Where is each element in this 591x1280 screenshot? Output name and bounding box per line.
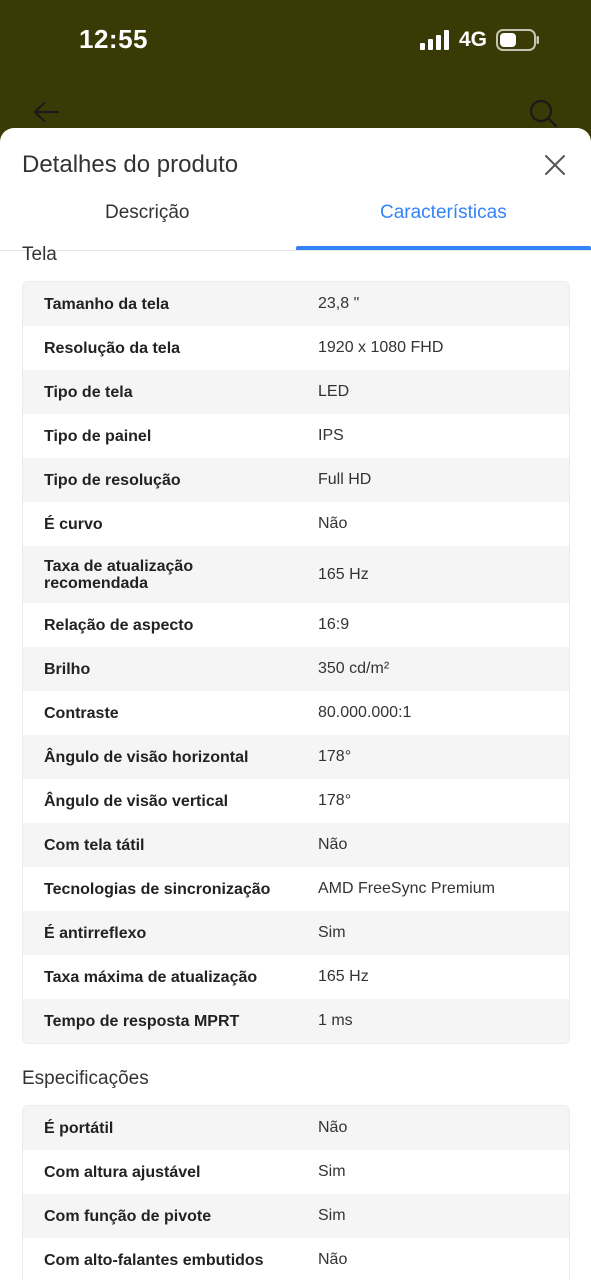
spec-key: Com tela tátil (44, 836, 145, 854)
spec-value: Full HD (318, 471, 372, 488)
table-row (23, 999, 569, 1043)
spec-key: Com alto-falantes embutidos (44, 1251, 264, 1269)
table-row (23, 1106, 569, 1150)
spec-value: AMD FreeSync Premium (318, 880, 495, 897)
product-details-sheet (0, 128, 591, 1280)
app-header (0, 80, 591, 130)
spec-value: IPS (318, 427, 344, 444)
table-row (23, 546, 569, 603)
spec-key: Ângulo de visão vertical (44, 792, 229, 810)
spec-value: 165 Hz (318, 968, 369, 985)
spec-key: Tecnologias de sincronização (44, 880, 271, 898)
spec-value: 178° (318, 792, 352, 809)
spec-value: 1 ms (318, 1012, 353, 1029)
battery-icon (496, 29, 540, 51)
spec-key: Com função de pivote (44, 1207, 212, 1225)
spec-value: 80.000.000:1 (318, 704, 412, 721)
spec-table-tela (22, 281, 570, 1044)
table-row (23, 458, 569, 502)
spec-key: Tipo de painel (44, 427, 152, 445)
spec-value: Não (318, 1119, 348, 1136)
spec-key: Tipo de resolução (44, 471, 181, 489)
spec-table-especificacoes (22, 1105, 570, 1280)
table-row (23, 1150, 569, 1194)
table-row (23, 414, 569, 458)
spec-value: Sim (318, 1207, 346, 1224)
active-tab-indicator (296, 246, 591, 250)
back-arrow-icon[interactable] (32, 98, 60, 126)
spec-value: 350 cd/m² (318, 660, 390, 677)
status-bar (0, 0, 591, 80)
table-row (23, 647, 569, 691)
status-time: 12:55 (79, 24, 148, 54)
spec-value: Sim (318, 924, 346, 941)
table-row (23, 735, 569, 779)
search-icon[interactable] (528, 98, 558, 128)
tab-caracteristicas[interactable]: Características (380, 202, 507, 223)
close-icon[interactable] (542, 152, 568, 178)
table-row (23, 326, 569, 370)
section-title-tela: Tela (22, 244, 57, 265)
table-row (23, 603, 569, 647)
table-row (23, 370, 569, 414)
spec-value: 16:9 (318, 616, 350, 633)
spec-value: Sim (318, 1163, 346, 1180)
spec-key: Brilho (44, 660, 91, 678)
table-row (23, 502, 569, 546)
spec-key: É curvo (44, 515, 103, 533)
spec-value: LED (318, 383, 350, 400)
spec-key: Com altura ajustável (44, 1163, 201, 1181)
tab-bar (0, 192, 591, 251)
table-row (23, 867, 569, 911)
spec-value: 23,8 " (318, 295, 360, 312)
table-row (23, 1238, 569, 1280)
signal-icon (420, 30, 452, 50)
table-row (23, 282, 569, 326)
spec-key: Tempo de resposta MPRT (44, 1012, 240, 1030)
spec-value: Não (318, 1251, 348, 1268)
spec-key: Taxa de atualização recomendada (44, 557, 194, 592)
sheet-title: Detalhes do produto (22, 151, 239, 178)
spec-value: 178° (318, 748, 352, 765)
table-row (23, 691, 569, 735)
table-row (23, 779, 569, 823)
table-row (23, 955, 569, 999)
spec-value: Não (318, 836, 348, 853)
spec-value: 165 Hz (318, 565, 369, 583)
network-type: 4G (459, 28, 488, 51)
spec-key: É antirreflexo (44, 924, 147, 942)
tab-descricao[interactable]: Descrição (105, 202, 190, 223)
spec-key: Tamanho da tela (44, 295, 170, 313)
spec-key: É portátil (44, 1119, 114, 1137)
spec-value: Não (318, 515, 348, 532)
spec-key: Taxa máxima de atualização (44, 968, 258, 986)
table-row (23, 823, 569, 867)
spec-key: Resolução da tela (44, 339, 181, 357)
spec-key: Relação de aspecto (44, 616, 194, 634)
spec-key: Tipo de tela (44, 383, 133, 401)
section-title-especificacoes: Especificações (22, 1068, 149, 1089)
spec-key: Contraste (44, 704, 119, 722)
table-row (23, 911, 569, 955)
spec-value: 1920 x 1080 FHD (318, 339, 444, 356)
table-row (23, 1194, 569, 1238)
spec-key: Ângulo de visão horizontal (44, 748, 249, 766)
